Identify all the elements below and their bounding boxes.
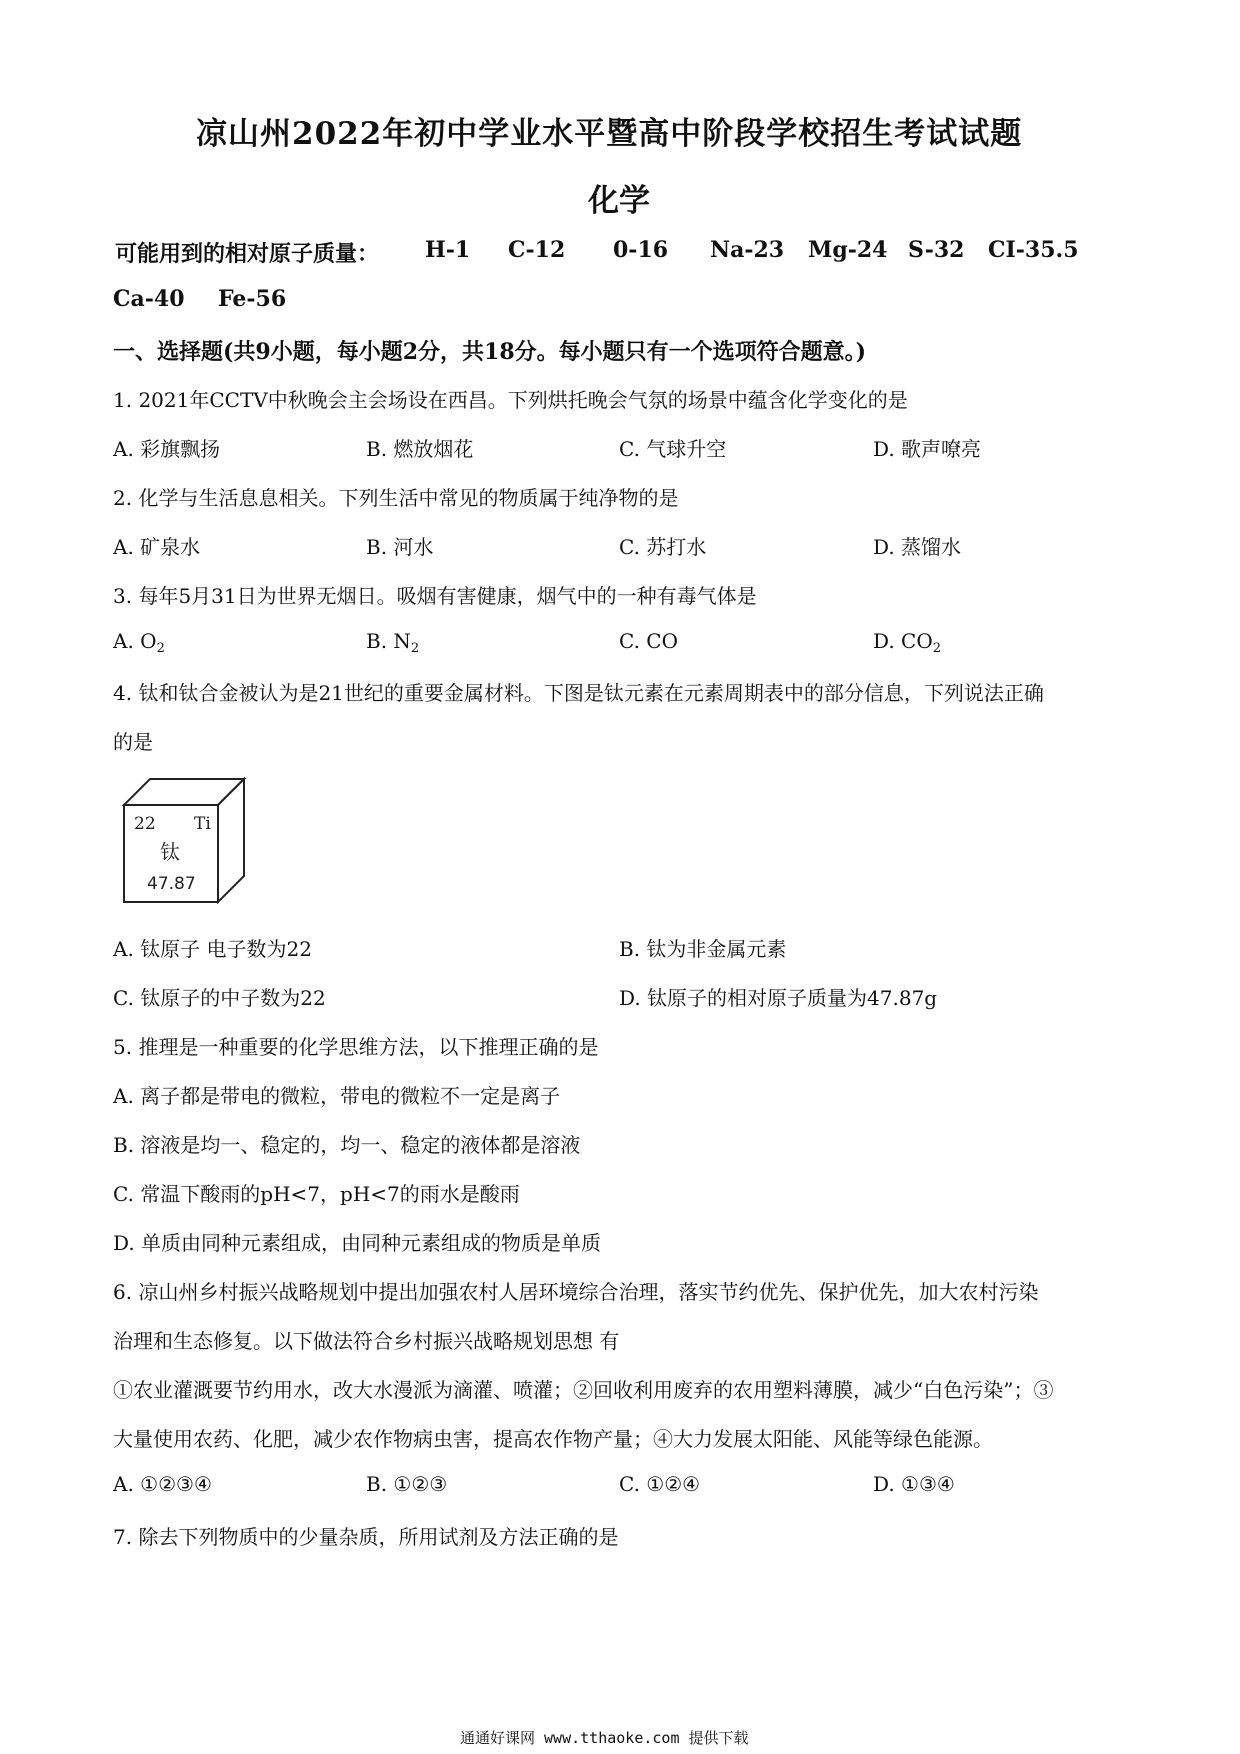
question-detail-continued: 大量使用农药、化肥，减少农作物病虫害，提高农作物产量；④大力发展太阳能、风能等绿色能源。 <box>113 1427 993 1451</box>
option-c: C. 常温下酸雨的pH<7，pH<7的雨水是酸雨 <box>113 1182 520 1206</box>
option-d: D. ①③④ <box>873 1472 955 1496</box>
element-symbol: Ti <box>194 814 211 834</box>
question-stem-continued: 的是 <box>113 730 153 754</box>
option-d: D. 歌声嘹亮 <box>873 437 982 461</box>
element-mass: 47.87 <box>147 874 196 894</box>
option-c: C. CO <box>619 629 679 653</box>
option-c: C. 钛原子的中子数为22 <box>113 986 326 1010</box>
atomic-mass-item: H-1 <box>425 237 471 263</box>
option-d: D. 钛原子的相对原子质量为47.87g <box>619 986 938 1010</box>
atomic-mass-item: CI-35.5 <box>988 237 1079 263</box>
question-stem: 5. 推理是一种重要的化学思维方法，以下推理正确的是 <box>113 1035 599 1059</box>
option-d: D. $CO_2$ <box>873 629 942 656</box>
titanium-element-cube <box>118 773 248 908</box>
question-detail: ①农业灌溉要节约用水，改大水漫派为滴灌、喷灌；②回收利用废弃的农用塑料薄膜，减少“白色污染”；③ <box>113 1378 1054 1402</box>
question-stem: 6. 凉山州乡村振兴战略规划中提出加强农村人居环境综合治理，落实节约优先、保护优先，加大农村污染 <box>113 1280 1039 1304</box>
option-c: C. 气球升空 <box>619 437 727 461</box>
option-a: A. $O_2$ <box>113 629 165 656</box>
option-a: A. 彩旗飘扬 <box>113 437 221 461</box>
atomic-mass-item: 0-16 <box>613 237 669 263</box>
atomic-mass-label: 可能用到的相对原子质量： <box>115 241 380 267</box>
question-stem: 1. 2021年CCTV中秋晚会主会场设在西昌。下列烘托晚会气氛的场景中蕴含化学变化的是 <box>113 388 908 412</box>
element-number: 22 <box>134 814 156 834</box>
question-stem: 7. 除去下列物质中的少量杂质，所用试剂及方法正确的是 <box>113 1525 619 1549</box>
option-b: B. 溶液是均一、稳定的，均一、稳定的液体都是溶液 <box>113 1133 581 1157</box>
atomic-mass-item: S-32 <box>908 237 965 263</box>
atomic-mass-item: Na-23 <box>710 237 785 263</box>
subject-title: 化学 <box>588 183 650 219</box>
option-b: B. $N_2$ <box>366 629 420 656</box>
option-d: D. 单质由同种元素组成，由同种元素组成的物质是单质 <box>113 1231 602 1255</box>
question-stem-continued: 治理和生态修复。以下做法符合乡村振兴战略规划思想 有 <box>113 1329 620 1353</box>
option-c: C. ①②④ <box>619 1472 701 1496</box>
option-b: B. 钛为非金属元素 <box>619 937 787 961</box>
question-stem: 2. 化学与生活息息相关。下列生活中常见的物质属于纯净物的是 <box>113 486 679 510</box>
option-a: A. 钛原子 电子数为22 <box>113 937 312 961</box>
option-a: A. 矿泉水 <box>113 535 201 559</box>
question-stem: 4. 钛和钛合金被认为是21世纪的重要金属材料。下图是钛元素在元素周期表中的部分信息，下列说法正确 <box>113 681 1044 705</box>
element-name: 钛 <box>160 840 180 864</box>
option-a: A. 离子都是带电的微粒，带电的微粒不一定是离子 <box>113 1084 561 1108</box>
option-c: C. 苏打水 <box>619 535 707 559</box>
option-b: B. 燃放烟花 <box>366 437 474 461</box>
option-d: D. 蒸馏水 <box>873 535 962 559</box>
exam-title: 凉山州2022年初中学业水平暨高中阶段学校招生考试试题 <box>196 116 1023 152</box>
question-stem: 3. 每年5月31日为世界无烟日。吸烟有害健康，烟气中的一种有毒气体是 <box>113 584 757 608</box>
atomic-mass-item: Fe-56 <box>218 286 287 312</box>
section-heading: 一、选择题(共9小题，每小题2分，共18分。每小题只有一个选项符合题意。) <box>113 339 867 365</box>
option-a: A. ①②③④ <box>113 1472 212 1496</box>
option-b: B. 河水 <box>366 535 434 559</box>
atomic-mass-item: C-12 <box>508 237 566 263</box>
atomic-mass-item: Mg-24 <box>808 237 888 263</box>
atomic-mass-item: Ca-40 <box>113 286 185 312</box>
footer-text: 通通好课网 www.tthaoke.com 提供下载 <box>460 1729 749 1747</box>
option-b: B. ①②③ <box>366 1472 448 1496</box>
